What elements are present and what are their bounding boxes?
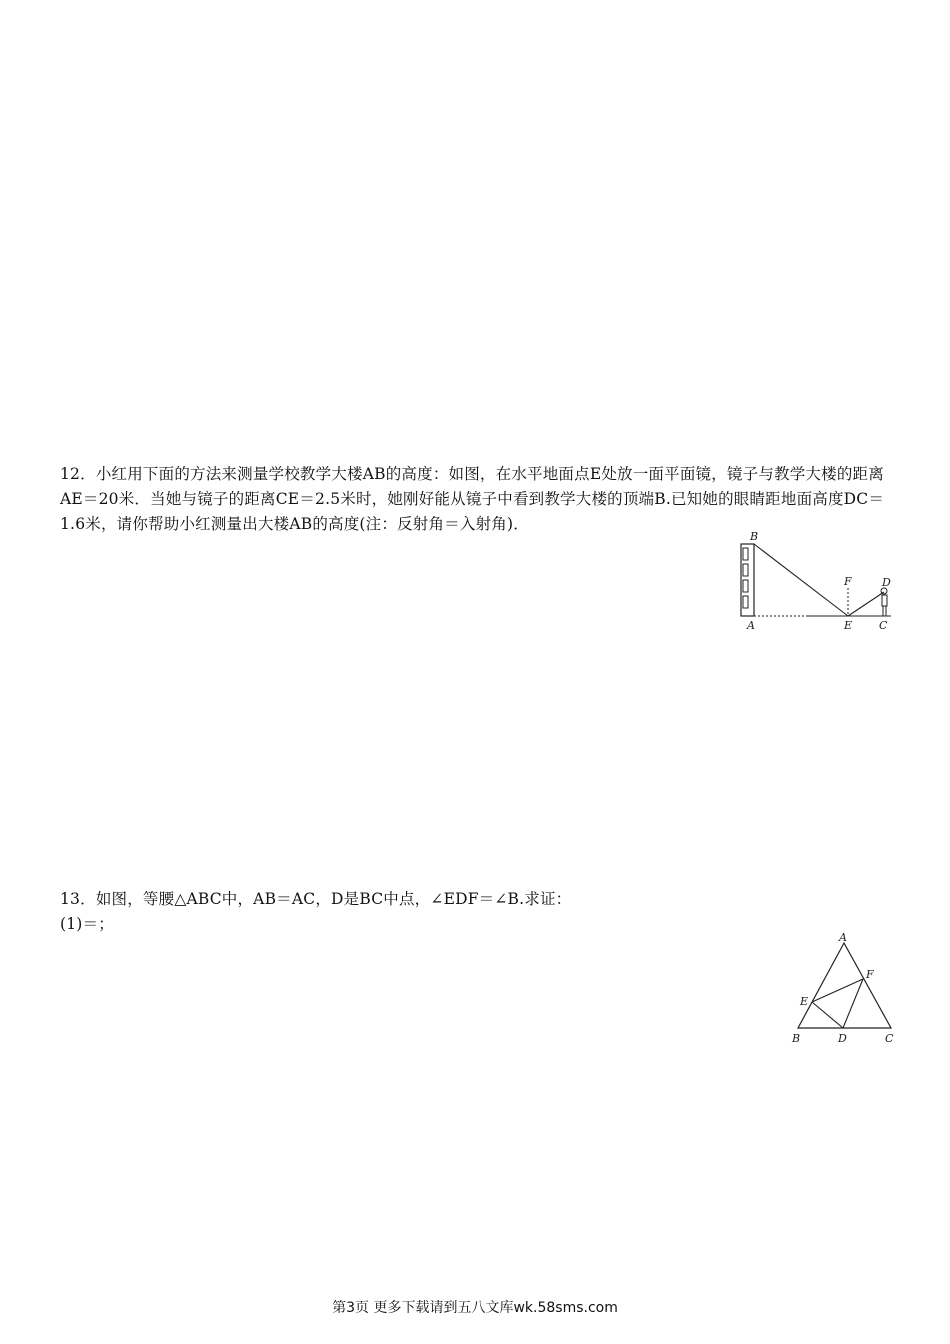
label-A: A	[839, 931, 847, 944]
question-13-body: 如图，等腰△ABC中，AB＝AC，D是BC中点，∠EDF＝∠B.求证：	[95, 890, 572, 908]
label-C: C	[879, 619, 888, 632]
label-F: F	[844, 575, 852, 588]
question-12-text	[60, 462, 896, 537]
label-B: B	[792, 1032, 801, 1045]
question-12-body: 小红用下面的方法来测量学校教学大楼AB的高度：如图，在水平地面点E处放一面平面镜，镜子与教学大楼的距离AE＝20米．当她与镜子的距离CE＝2.5米时，她刚好能从镜子中看到教学大楼的顶端B.已知她的眼睛距地面高度DC＝1.6米，请你帮助小红测量出大楼AB的高度(注：反射角＝入射角)．	[60, 465, 885, 533]
label-B: B	[750, 530, 759, 543]
page-footer: 第3页 更多下载请到五八文库wk.58sms.com	[332, 1300, 618, 1316]
question-12	[60, 462, 896, 537]
question-13	[60, 887, 896, 937]
label-E: E	[800, 995, 809, 1008]
label-D: D	[838, 1032, 847, 1045]
question-13-number: 13．	[60, 890, 96, 908]
label-A: A	[747, 619, 755, 632]
question-12-figure	[736, 528, 896, 634]
question-13-text	[60, 887, 896, 912]
label-E: E	[844, 619, 853, 632]
label-C: C	[885, 1032, 894, 1045]
question-12-number: 12．	[60, 465, 96, 483]
question-13-part1: (1)＝；	[60, 915, 114, 933]
label-D: D	[882, 576, 891, 589]
label-F: F	[866, 968, 874, 981]
question-13-figure	[786, 928, 906, 1048]
